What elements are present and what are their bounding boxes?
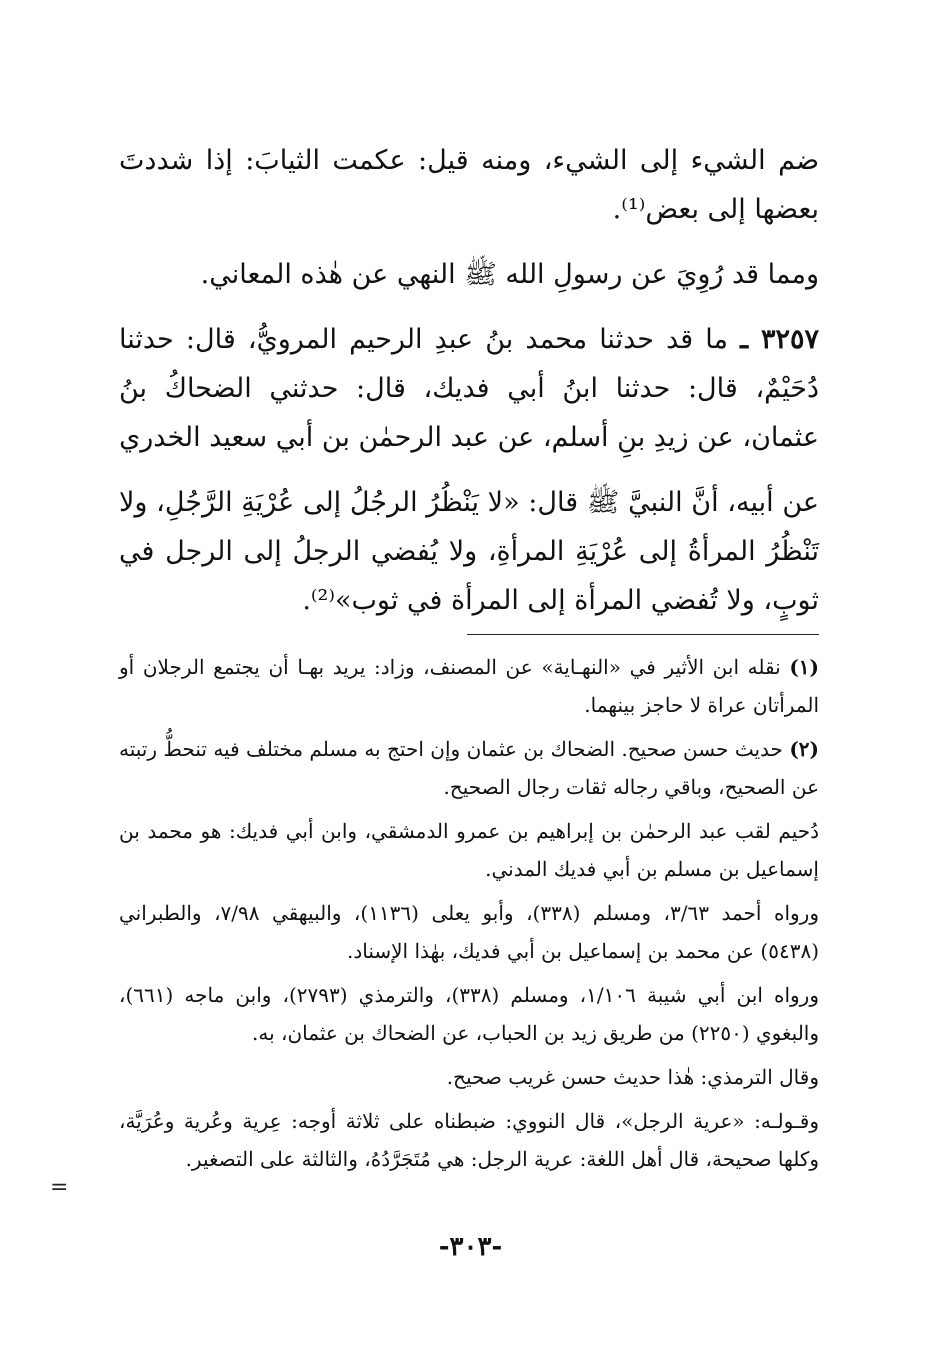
footnote-2-text: حديث حسن صحيح. الضحاك بن عثمان وإن احتج به مسلم مختلف فيه تنحطُّ رتبته عن الصحيح، وباقي رجاله ثقات رجال الصحيح. [119, 737, 819, 799]
page-number: -٣٠٣- [438, 1232, 503, 1262]
hadith-isnad-text: ما قد حدثنا محمد بنُ عبدِ الرحيم المرويُّ، قال: حدثنا دُحَيْمٌ، قال: حدثنا ابنُ أبي فديك، قال: حدثني الضحاكُ بنُ عثمان، عن زيدِ بنِ أسلم، عن عبد الرحمٰن بن أبي سعيد الخدري [119, 324, 819, 453]
footnote-1 [119, 648, 819, 724]
footnote-1-number: (١) [789, 655, 820, 679]
footnote-1-text: نقله ابن الأثير في «النهـاية» عن المصنف، وزاد: يريد بهـا أن يجتمع الرجلان أو المرأتان عراة لا حاجز بينهما. [119, 655, 819, 717]
footnotes [119, 648, 819, 1184]
footnote-2-sources-b: ورواه ابن أبي شيبة ١/١٠٦، ومسلم (٣٣٨)، والترمذي (٢٧٩٣)، وابن ماجه (٦٦١)، والبغوي (٢٢٥٠) من طريق زيد بن الحباب، عن الضحاك بن عثمان، به. [119, 983, 819, 1045]
paragraph-intro: ضم الشيء إلى الشيء، ومنه قيل: عكمت الثيابَ: إذا شددتَ بعضها إلى بعض⁽¹⁾. [119, 145, 819, 225]
footnote-2-sources-a: ورواه أحمد ٣/٦٣، ومسلم (٣٣٨)، وأبو يعلى (١١٣٦)، والبيهقي ٧/٩٨، والطبراني (٥٤٣٨) عن محمد بن إسماعيل بن أبي فديك، بهٰذا الإسناد. [119, 901, 819, 963]
footnote-2-number: (٢) [789, 737, 819, 761]
continuation-mark: = [50, 1175, 69, 1200]
footnote-2-nawawi: وقـولـه: «عرية الرجل»، قال النووي: ضبطناه على ثلاثة أوجه: عِرية وعُرية وعُرَيَّة، وكلها صحيحة، قال أهل اللغة: عرية الرجل: هي مُتَجَرَّدُهُ، والثالثة على التصغير. [119, 1109, 819, 1171]
hadith-matn: عن أبيه، أنَّ النبيَّ ﷺ قال: «لا يَنْظُرُ الرجُلُ إلى عُرْيَةِ الرَّجُلِ، ولا تَنْظُرُ المرأةُ إلى عُرْيَةِ المرأةِ، ولا يُفضي الرجلُ إلى الرجل في ثوبٍ، ولا تُفضي المرأة إلى المرأة في ثوب»⁽²⁾. [119, 487, 819, 616]
footnote-2-narrators: دُحيم لقب عبد الرحمٰن بن إبراهيم بن عمرو الدمشقي، وابن أبي فديك: هو محمد بن إسماعيل بن مسلم بن أبي فديك المدني. [119, 819, 819, 881]
paragraph-prohibition: ومما قد رُوِيَ عن رسولِ الله ﷺ النهي عن هٰذه المعاني. [200, 259, 819, 290]
footnote-2-tirmidhi: وقال الترمذي: هٰذا حديث حسن غريب صحيح. [446, 1065, 819, 1089]
footnote-2 [119, 730, 819, 806]
main-text [119, 136, 819, 625]
hadith-number: ٣٢٥٧ ـ [740, 324, 819, 355]
footnote-divider [467, 634, 819, 635]
hadith-isnad [119, 315, 819, 462]
